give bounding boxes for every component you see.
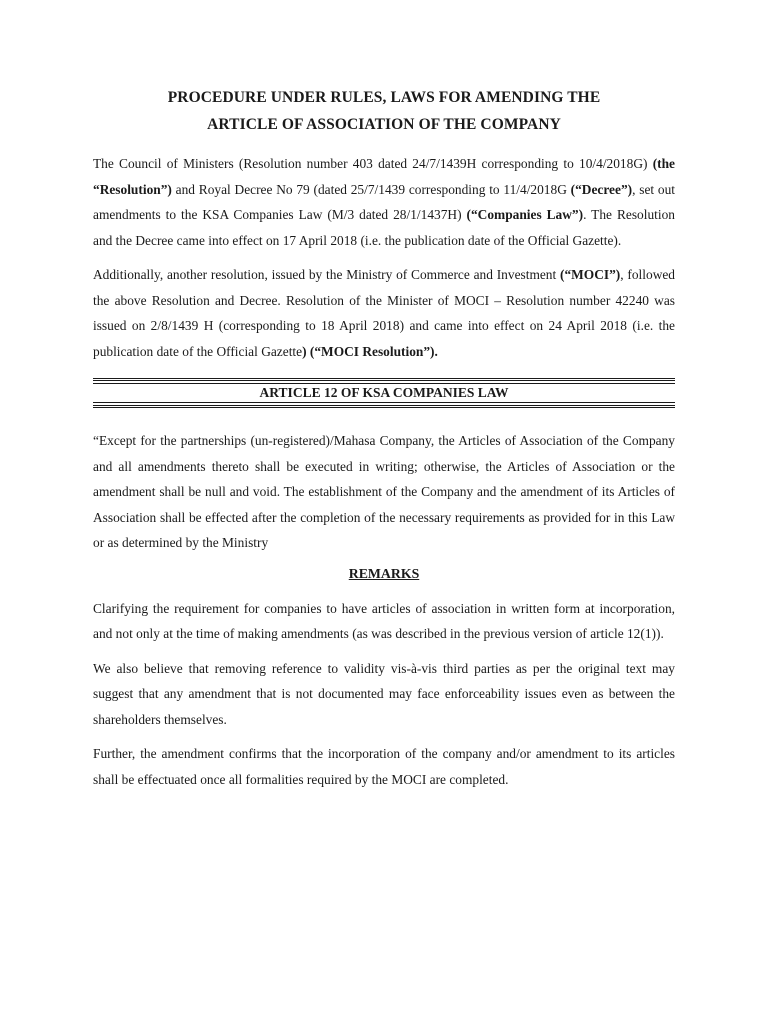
remarks-paragraph-3: Further, the amendment confirms that the incorporation of the company and/or amendment to its articles shall be effectuated once all formalities required by the MOCI are completed. bbox=[93, 746, 675, 787]
remarks-heading: REMARKS bbox=[348, 565, 420, 581]
remarks-paragraph-1: Clarifying the requirement for companies to have articles of association in written form at incorporation, and not only at the time of making amendments (as was described in the previous version of article 12(1)). bbox=[93, 600, 675, 641]
intro-p1-text-a: The Council of Ministers (Resolution number 403 dated 24/7/1439H corresponding to 10/4/2018G) bbox=[93, 156, 653, 171]
remarks-paragraph-2: We also believe that removing reference to validity vis-à-vis third parties as per the original text may suggest that any amendment that is not documented may face enforceability issues even as between the shareholders themselves. bbox=[93, 660, 675, 727]
intro-p1-text-g: . The Resolution and the Decree came into effect on 17 April 2018 (i.e. the publication date of the Official Gazette). bbox=[93, 207, 675, 248]
moci-defined-term: (“MOCI”) bbox=[560, 267, 621, 282]
document-page bbox=[93, 84, 675, 801]
intro-p2-text-c: , followed the above Resolution and Decree. Resolution of the Minister of MOCI – Resolution number 42240 was issued on 2/8/1439 H (corresponding to 18 April 2018) and came into effect on 24 April 2018 (i.e. the publication date of the Official Gazette bbox=[93, 267, 676, 359]
decree-defined-term: (“Decree”) bbox=[570, 181, 633, 197]
title-line-1: PROCEDURE UNDER RULES, LAWS FOR AMENDING THE bbox=[167, 89, 601, 106]
intro-p1-text-c: and Royal Decree No 79 (dated 25/7/1439 corresponding to 11/4/2018G bbox=[171, 181, 571, 197]
article-quote: “Except for the partnerships (un-registered)/Mahasa Company, the Articles of Association of the Company and all amendments thereto shall be executed in writing; otherwise, the Articles of Association or the amendment shall be null and void. The establishment of the Company and the amendment of its Articles of Association shall be effected after the completion of the necessary requirements as provided for in this Law or as determined by the Ministry bbox=[93, 433, 675, 550]
document-title bbox=[93, 84, 675, 138]
moci-resolution-defined-term: ) (“MOCI Resolution”). bbox=[302, 343, 438, 359]
companies-law-defined-term: (“Companies Law”) bbox=[466, 207, 584, 222]
article-heading-box bbox=[93, 378, 675, 408]
intro-paragraph-2 bbox=[93, 262, 675, 364]
intro-p2-text-a: Additionally, another resolution, issued by the Ministry of Commerce and Investment bbox=[93, 267, 561, 282]
article-heading: ARTICLE 12 OF KSA COMPANIES LAW bbox=[93, 383, 675, 403]
title-line-2: ARTICLE OF ASSOCIATION OF THE COMPANY bbox=[207, 116, 561, 133]
resolution-defined-term: (the “Resolution”) bbox=[93, 156, 675, 197]
intro-paragraph-1 bbox=[93, 151, 675, 253]
intro-p1-text-e: , set out amendments to the KSA Companies Law (M/3 dated 28/1/1437H) bbox=[93, 181, 675, 222]
